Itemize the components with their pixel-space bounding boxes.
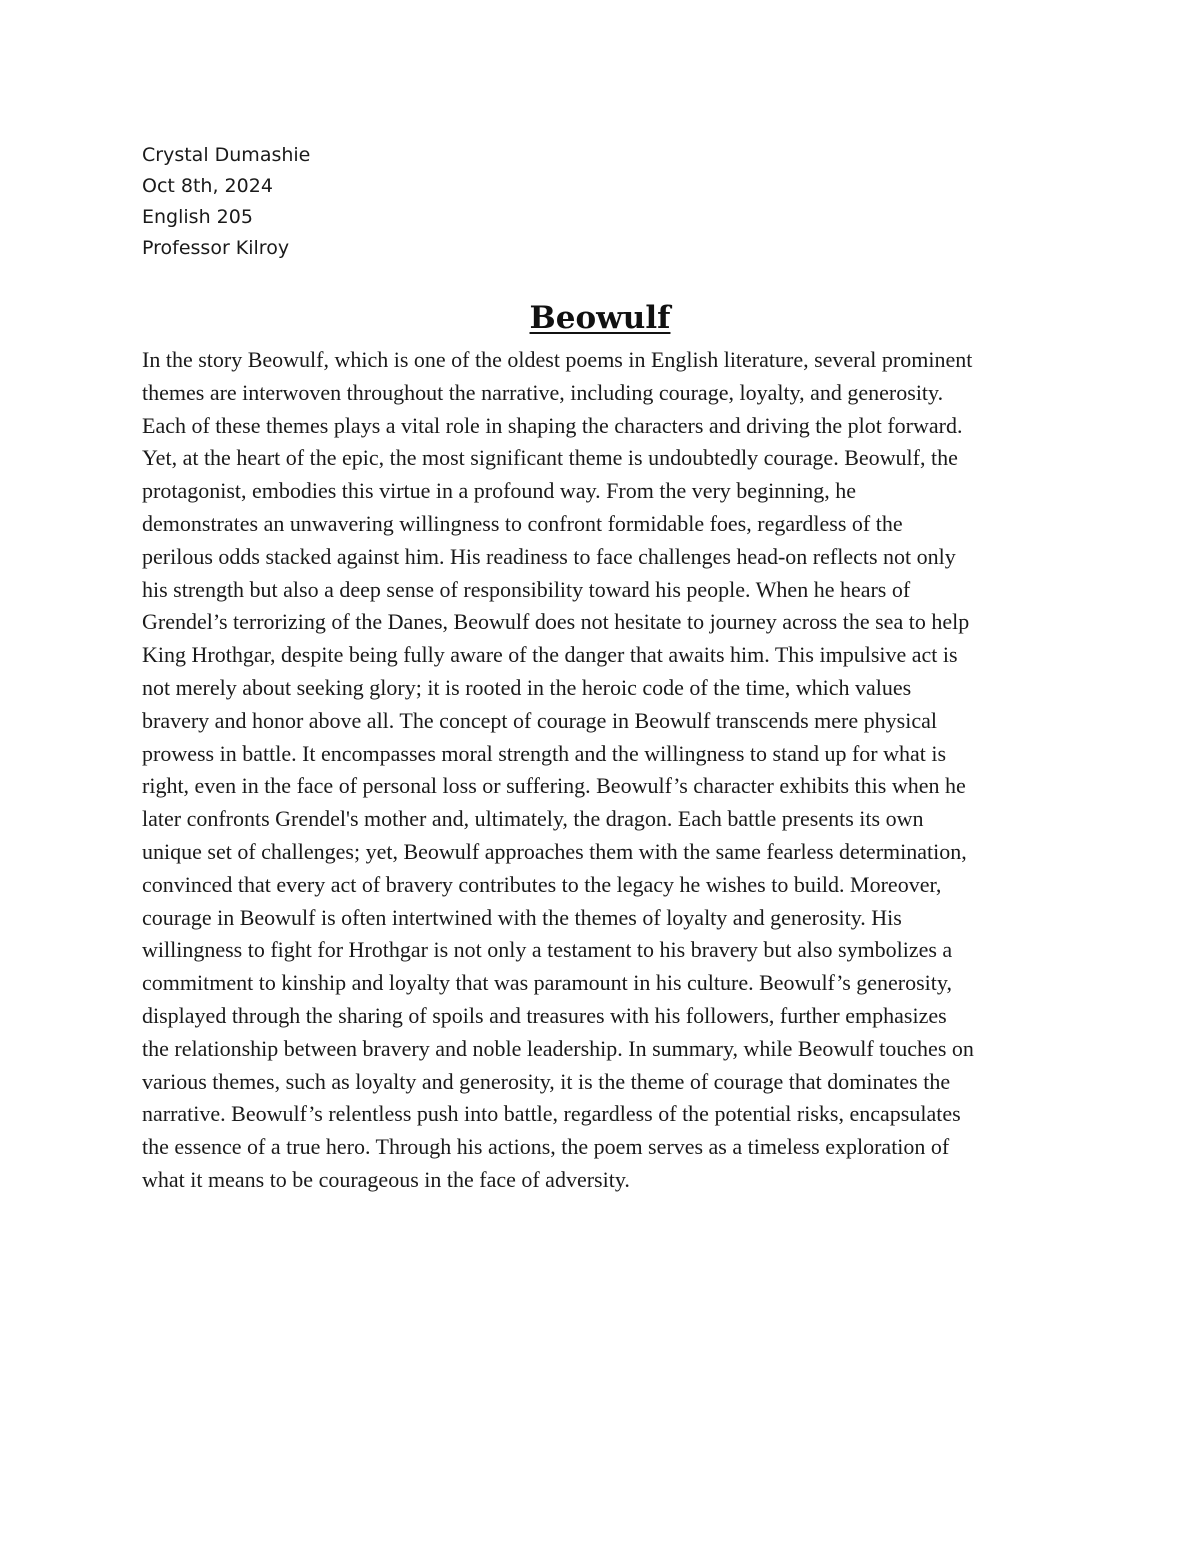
body-line: his strength but also a deep sense of responsibility toward his people. When he hears of — [142, 576, 911, 602]
body-line: Each of these themes plays a vital role in shaping the characters and driving the plot forward. — [142, 412, 963, 438]
body-line: In the story Beowulf, which is one of the oldest poems in English literature, several prominent — [142, 347, 973, 372]
body-line: displayed through the sharing of spoils and treasures with his followers, further emphasizes — [142, 1002, 947, 1028]
body-line: protagonist, embodies this virtue in a profound way. From the very beginning, he — [142, 478, 857, 504]
body-line: convinced that every act of bravery contributes to the legacy he wishes to build. Moreover, — [142, 871, 942, 897]
body-line: the relationship between bravery and noble leadership. In summary, while Beowulf touches on — [142, 1035, 974, 1061]
body-line: right, even in the face of personal loss or suffering. Beowulf’s character exhibits this when he — [142, 773, 966, 799]
author-name: Crystal Dumashie — [142, 144, 311, 166]
author-header — [142, 140, 310, 264]
body-line: willingness to fight for Hrothgar is not only a testament to his bravery but also symbolizes a — [142, 937, 953, 963]
submission-date: Oct 8th, 2024 — [142, 175, 273, 197]
professor-name: Professor Kilroy — [142, 237, 290, 259]
body-line: King Hrothgar, despite being fully aware of the danger that awaits him. This impulsive act is — [142, 642, 958, 668]
body-line: what it means to be courageous in the face of adversity. — [142, 1166, 630, 1192]
body-line: the essence of a true hero. Through his actions, the poem serves as a timeless exploration of — [142, 1134, 950, 1160]
body-line: bravery and honor above all. The concept of courage in Beowulf transcends mere physical — [142, 707, 937, 733]
course-name: English 205 — [142, 206, 253, 228]
body-line: Grendel’s terrorizing of the Danes, Beowulf does not hesitate to journey across the sea to help — [142, 609, 970, 635]
body-line: courage in Beowulf is often intertwined with the themes of loyalty and generosity. His — [142, 904, 902, 930]
body-line: themes are interwoven throughout the narrative, including courage, loyalty, and generosity. — [142, 379, 944, 405]
body-line: Yet, at the heart of the epic, the most significant theme is undoubtedly courage. Beowulf, the — [142, 445, 958, 471]
body-line: various themes, such as loyalty and generosity, it is the theme of courage that dominates the — [142, 1068, 951, 1094]
body-line: prowess in battle. It encompasses moral strength and the willingness to stand up for what is — [142, 740, 947, 766]
document-title: Beowulf — [529, 300, 671, 336]
body-line: unique set of challenges; yet, Beowulf approaches them with the same fearless determination, — [142, 838, 967, 864]
essay-body — [142, 344, 1062, 1197]
body-line: narrative. Beowulf’s relentless push into battle, regardless of the potential risks, encapsulates — [142, 1101, 961, 1127]
body-line: commitment to kinship and loyalty that was paramount in his culture. Beowulf’s generosity, — [142, 970, 952, 996]
body-line: not merely about seeking glory; it is rooted in the heroic code of the time, which values — [142, 674, 912, 700]
body-line: perilous odds stacked against him. His readiness to face challenges head-on reflects not only — [142, 543, 956, 569]
body-line: later confronts Grendel's mother and, ultimately, the dragon. Each battle presents its own — [142, 806, 924, 832]
body-line: demonstrates an unwavering willingness to confront formidable foes, regardless of the — [142, 510, 903, 536]
